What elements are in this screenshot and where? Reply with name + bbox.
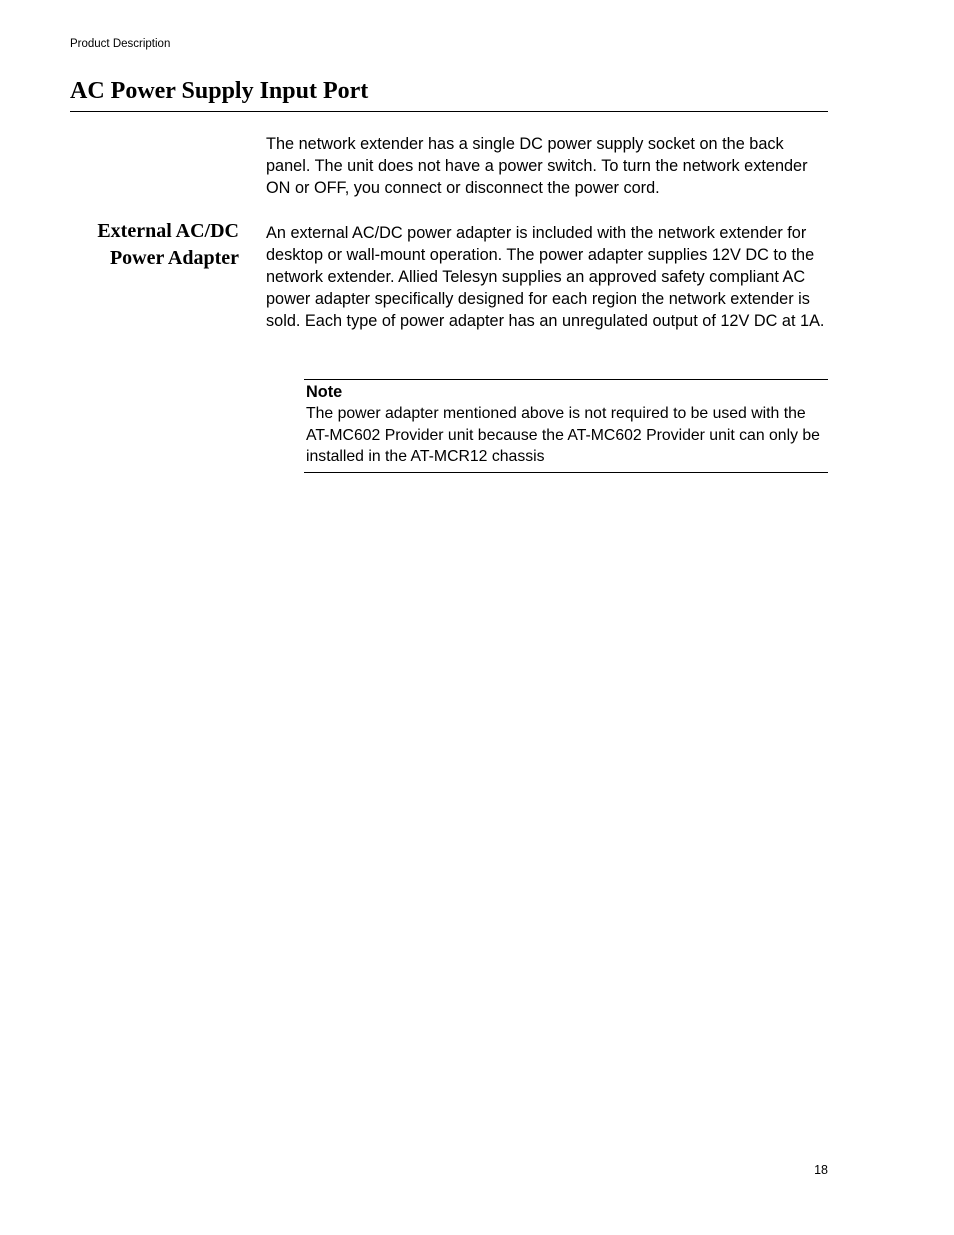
- page-number: 18: [814, 1163, 828, 1177]
- note-text: The power adapter mentioned above is not required to be used with the AT-MC602 Provider unit because the AT-MC602 Provider unit can only be installed in the AT-MCR12 chassis: [306, 405, 820, 465]
- section-title: AC Power Supply Input Port: [70, 76, 828, 112]
- subsection-heading: [40, 218, 239, 272]
- subsection-heading-line2: Power Adapter: [109, 247, 239, 269]
- note-label: Note: [306, 383, 343, 401]
- adapter-paragraph: An external AC/DC power adapter is included with the network extender for desktop or wall-mount operation. The power adapter supplies 12V DC to the network extender. Allied Telesyn supplies an approved safety compliant AC power adapter specifically designed for each region the network extender is sold. Each type of power adapter has an unregulated output of 12V DC at 1A.: [266, 224, 825, 330]
- subsection-heading-line1: External AC/DC: [97, 220, 239, 242]
- intro-paragraph: The network extender has a single DC power supply socket on the back panel. The unit does not have a power switch. To turn the network extender ON or OFF, you connect or disconnect the power cord.: [266, 135, 808, 197]
- note-box: [304, 379, 828, 473]
- running-header: Product Description: [70, 38, 171, 50]
